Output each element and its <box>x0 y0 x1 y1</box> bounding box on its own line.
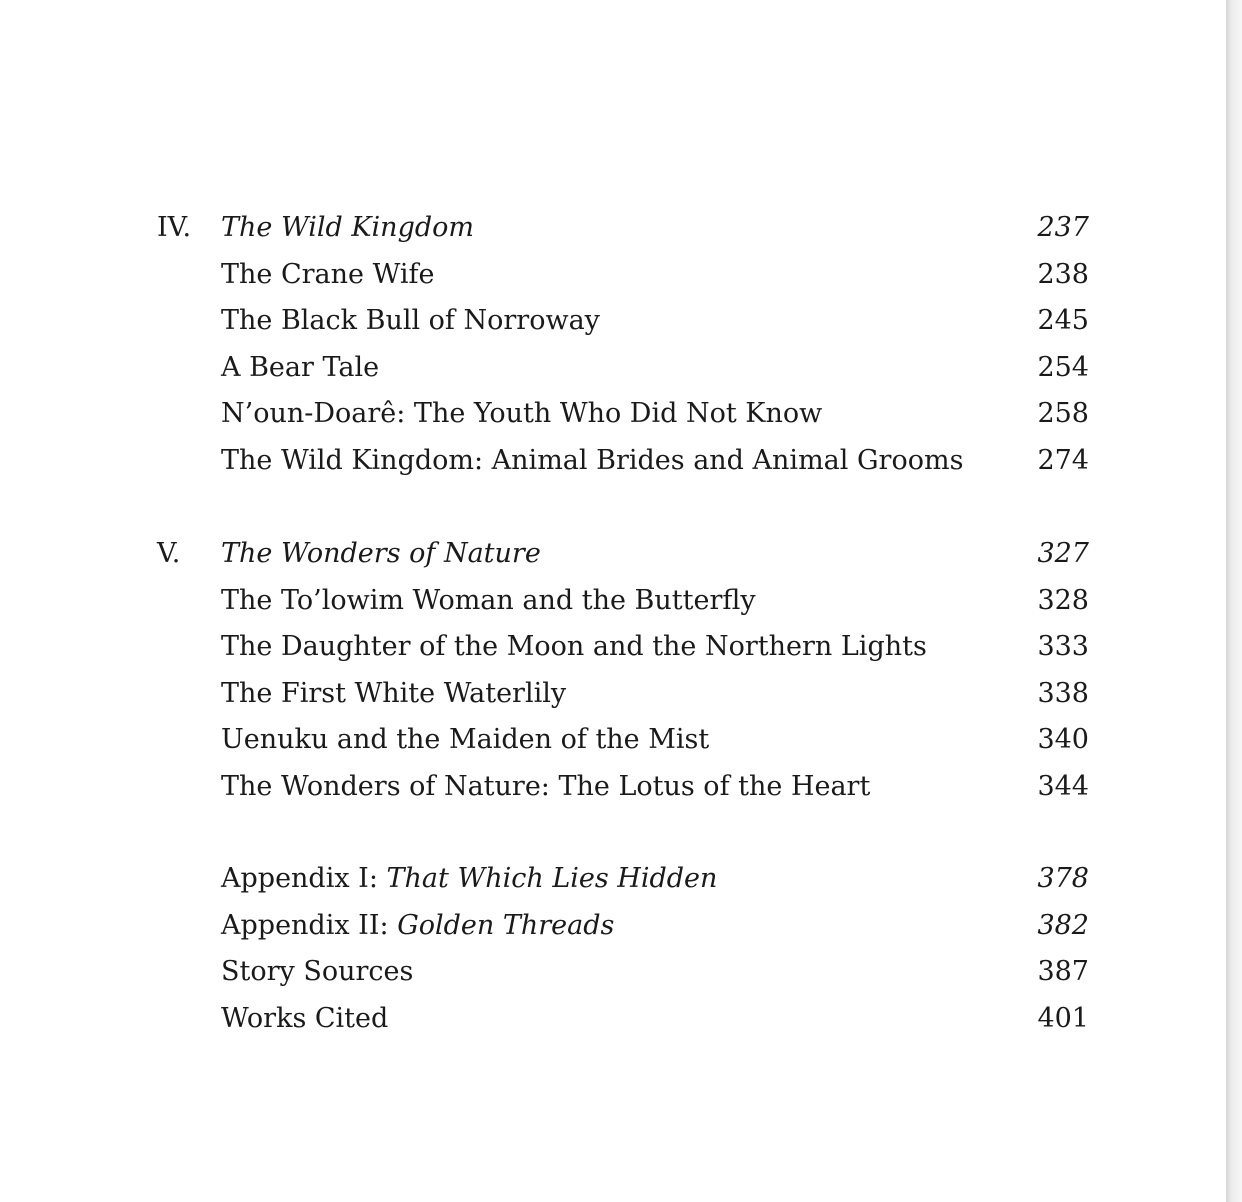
entry-page-number: 338 <box>1037 677 1089 709</box>
entry-title: N’oun-Doarê: The Youth Who Did Not Know <box>221 398 823 429</box>
appendix-prefix: Appendix II: <box>221 909 398 941</box>
toc-entry-appendix-1 <box>0 856 1226 903</box>
entry-title: The Crane Wife <box>221 258 435 290</box>
section-page-number: 237 <box>1037 212 1089 243</box>
toc-entry <box>0 391 1226 438</box>
toc-entry <box>0 624 1226 671</box>
entry-page-number: 245 <box>1037 305 1089 336</box>
entry-page-number: 254 <box>1037 351 1089 383</box>
entry-title: The Wonders of Nature: The Lotus of the Heart <box>221 770 871 802</box>
section-title: The Wonders of Nature <box>221 538 541 569</box>
entry-title: The To’lowim Woman and the Butterfly <box>221 584 756 616</box>
toc-entry <box>0 345 1226 392</box>
entry-title: Works Cited <box>221 1002 389 1034</box>
toc-entry <box>0 578 1226 625</box>
toc-entry-story-sources <box>0 949 1226 996</box>
toc-section-iv <box>0 205 1226 484</box>
toc-entry-works-cited <box>0 996 1226 1043</box>
toc-entry <box>0 671 1226 718</box>
entry-page-number: 382 <box>1037 909 1089 941</box>
entry-title: The Black Bull of Norroway <box>221 305 600 336</box>
entry-title: A Bear Tale <box>221 351 380 383</box>
entry-page-number: 328 <box>1037 584 1089 616</box>
toc-entry-appendix-2 <box>0 903 1226 950</box>
toc-entry <box>0 298 1226 345</box>
entry-title: Uenuku and the Maiden of the Mist <box>221 724 710 755</box>
toc-back-matter <box>0 856 1226 1042</box>
page-edge-shadow <box>1226 0 1242 1202</box>
entry-page-number: 340 <box>1037 724 1089 755</box>
appendix-title: That Which Lies Hidden <box>386 863 718 894</box>
entry-title: The First White Waterlily <box>221 677 567 709</box>
section-numeral: V. <box>157 538 181 569</box>
entry-page-number: 333 <box>1037 631 1089 662</box>
section-page-number: 327 <box>1037 538 1089 569</box>
entry-title: Story Sources <box>221 956 414 987</box>
toc-entry <box>0 438 1226 485</box>
toc-section-heading <box>0 531 1226 578</box>
entry-page-number: 387 <box>1037 956 1089 987</box>
entry-page-number: 378 <box>1037 863 1089 894</box>
entry-title <box>221 903 614 950</box>
toc-section-v <box>0 531 1226 810</box>
section-title: The Wild Kingdom <box>221 212 474 243</box>
toc-entry <box>0 252 1226 299</box>
toc-section-heading <box>0 205 1226 252</box>
entry-page-number: 401 <box>1037 1002 1089 1034</box>
entry-page-number: 258 <box>1037 398 1089 429</box>
toc-entry <box>0 764 1226 811</box>
section-numeral: IV. <box>157 212 192 243</box>
entry-page-number: 238 <box>1037 258 1089 290</box>
entry-page-number: 344 <box>1037 770 1089 802</box>
appendix-prefix: Appendix I: <box>221 863 387 894</box>
entry-title <box>221 856 717 903</box>
entry-title: The Wild Kingdom: Animal Brides and Animal Grooms <box>221 444 964 476</box>
toc-entry <box>0 717 1226 764</box>
appendix-title: Golden Threads <box>397 909 615 941</box>
entry-title: The Daughter of the Moon and the Northern Lights <box>221 631 927 662</box>
entry-page-number: 274 <box>1037 444 1089 476</box>
